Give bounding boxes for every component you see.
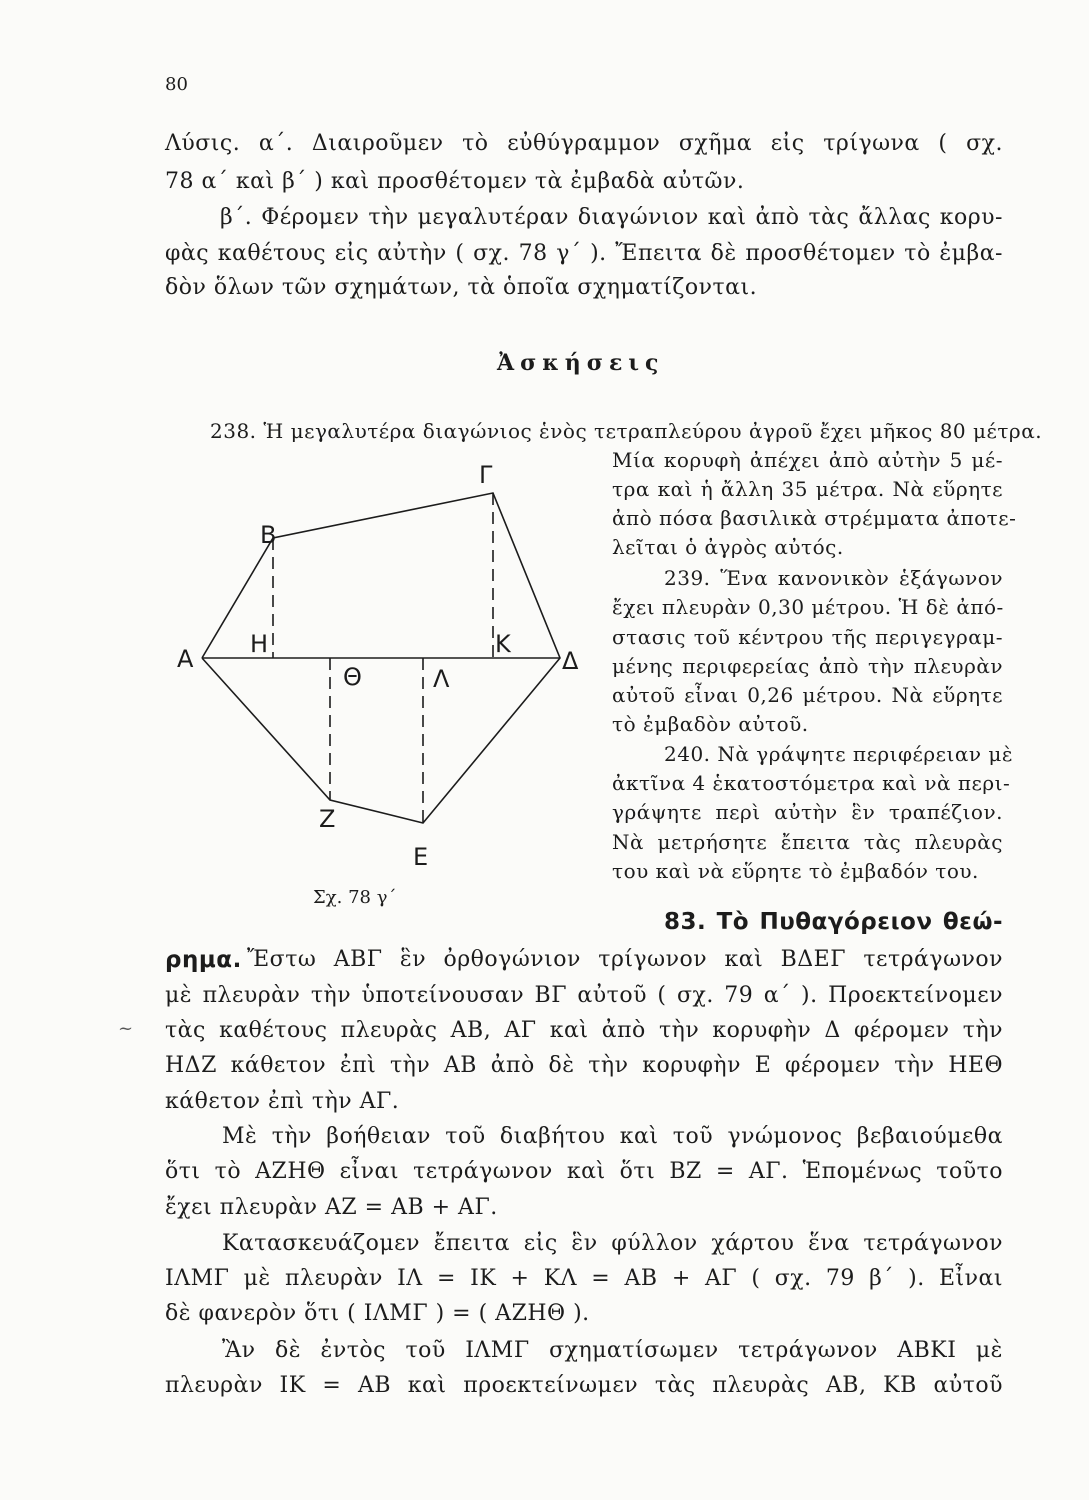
right-line-15: του καὶ νὰ εὕρητε τὸ ἐμβαδόν του. bbox=[612, 859, 979, 883]
right-line-10: τὸ ἐμβαδὸν αὐτοῦ. bbox=[612, 712, 809, 736]
exercise-238-first-line: 238. Ἡ μεγαλυτέρα διαγώνιος ἑνὸς τετραπλεύρου ἀγροῦ ἔχει μῆκος 80 μέτρα. bbox=[210, 419, 1043, 443]
s83-line-11: δὲ φανερὸν ὅτι ( ΙΛΜΓ ) = ( ΑΖΗΘ ). bbox=[165, 1301, 590, 1326]
s83-line-2: μὲ πλευρὰν τὴν ὑποτείνουσαν ΒΓ αὐτοῦ ( σχ. 79 α΄ ). Προεκτείνομεν bbox=[165, 983, 1003, 1008]
s83-line-4: ΗΔΖ κάθετον ἐπὶ τὴν ΑΒ ἀπὸ δὲ τὴν κορυφὴν Ε φέρομεν τὴν ΗΕΘ bbox=[165, 1053, 1003, 1078]
label-L: Λ bbox=[433, 665, 450, 693]
intro-line-4: φὰς καθέτους εἰς αὐτὴν ( σχ. 78 γ΄ ). Ἔπειτα δὲ προσθέτομεν τὸ ἐμβα- bbox=[165, 241, 1003, 266]
s83-line-5: κάθετον ἐπὶ τὴν ΑΓ. bbox=[165, 1089, 400, 1114]
right-line-3: ἀπὸ πόσα βασιλικὰ στρέμματα ἀποτε- bbox=[612, 506, 1017, 530]
label-K: Κ bbox=[495, 630, 511, 658]
label-TH: Θ bbox=[343, 663, 362, 691]
figure-78-gamma-svg bbox=[165, 455, 595, 915]
s83-line-3: τὰς καθέτους πλευρὰς ΑΒ, ΑΓ καὶ ἀπὸ τὴν κορυφὴν Δ φέρομεν τὴν bbox=[165, 1018, 1003, 1043]
section-83-title: 83. Τὸ Πυθαγόρειον θεώ- bbox=[664, 909, 1003, 935]
intro-line-5: δὸν ὅλων τῶν σχημάτων, τὰ ὁποῖα σχηματίζονται. bbox=[165, 275, 758, 300]
s83-line-13: πλευρὰν ΙΚ = ΑΒ καὶ προεκτείνωμεν τὰς πλευρὰς ΑΒ, ΚΒ αὐτοῦ bbox=[165, 1373, 1003, 1398]
right-line-9: αὐτοῦ εἶναι 0,26 μέτρου. Νὰ εὕρητε bbox=[612, 683, 1003, 707]
label-E: Ε bbox=[413, 843, 429, 871]
right-line-13: γράψητε περὶ αὐτὴν ἓν τραπέζιον. bbox=[612, 800, 1003, 824]
label-A: Α bbox=[177, 645, 194, 673]
s83-line-7: ὅτι τὸ ΑΖΗΘ εἶναι τετράγωνον καὶ ὅτι ΒΖ = ΑΓ. Ἑπομένως τοῦτο bbox=[165, 1159, 1003, 1184]
right-line-11: 240. Νὰ γράψητε περιφέρειαν μὲ bbox=[664, 742, 1014, 766]
stray-mark: ~ bbox=[118, 1018, 134, 1039]
right-line-1: Μία κορυφὴ ἀπέχει ἀπὸ αὐτὴν 5 μέ- bbox=[612, 448, 1003, 472]
section-83-title-cont: ρημα. bbox=[165, 947, 242, 973]
label-Z: Ζ bbox=[319, 805, 336, 833]
s83-line-6: Μὲ τὴν βοήθειαν τοῦ διαβήτου καὶ τοῦ γνώμονος βεβαιούμεθα bbox=[222, 1124, 1003, 1149]
page-number: 80 bbox=[165, 74, 188, 95]
s83-line-9: Κατασκευάζομεν ἔπειτα εἰς ἓν φύλλον χάρτου ἕνα τετράγωνον bbox=[222, 1231, 1003, 1256]
s83-line-8: ἔχει πλευρὰν ΑΖ = ΑΒ + ΑΓ. bbox=[165, 1195, 498, 1220]
intro-line-3: β΄. Φέρομεν τὴν μεγαλυτέραν διαγώνιον καὶ ἀπὸ τὰς ἄλλας κορυ- bbox=[220, 205, 1003, 230]
right-line-6: ἔχει πλευρὰν 0,30 μέτρου. Ἡ δὲ ἀπό- bbox=[612, 595, 1004, 619]
figure-78-gamma bbox=[165, 455, 595, 915]
right-line-14: Νὰ μετρήσητε ἔπειτα τὰς πλευρὰς bbox=[612, 830, 1003, 854]
label-B: Β bbox=[260, 521, 277, 549]
exercises-heading: Ἀσκήσεις bbox=[497, 350, 665, 376]
right-line-4: λεῖται ὁ ἀγρὸς αὐτός. bbox=[612, 535, 844, 559]
intro-line-2: 78 α΄ καὶ β΄ ) καὶ προσθέτομεν τὰ ἐμβαδὰ αὐτῶν. bbox=[165, 169, 745, 194]
label-D: Δ bbox=[562, 647, 579, 675]
right-line-12: ἀκτῖνα 4 ἑκατοστόμετρα καὶ νὰ περι- bbox=[612, 771, 1011, 795]
label-G: Γ bbox=[479, 461, 493, 489]
intro-line-1: Λύσις. α΄. Διαιροῦμεν τὸ εὐθύγραμμον σχῆμα εἰς τρίγωνα ( σχ. bbox=[165, 131, 1003, 156]
label-H: Η bbox=[250, 630, 269, 658]
right-line-5: 239. Ἕνα κανονικὸν ἑξάγωνον bbox=[664, 566, 1003, 590]
right-line-2: τρα καὶ ἡ ἄλλη 35 μέτρα. Νὰ εὕρητε bbox=[612, 477, 1003, 501]
right-line-8: μένης περιφερείας ἀπὸ τὴν πλευρὰν bbox=[612, 654, 1003, 678]
right-line-7: στασις τοῦ κέντρου τῆς περιγεγραμ- bbox=[612, 625, 1003, 649]
figure-caption: Σχ. 78 γ΄ bbox=[313, 887, 397, 908]
s83-line-10: ΙΛΜΓ μὲ πλευρὰν ΙΛ = ΙΚ + ΚΛ = ΑΒ + ΑΓ ( σχ. 79 β΄ ). Εἶναι bbox=[165, 1266, 1003, 1291]
s83-line-12: Ἂν δὲ ἐντὸς τοῦ ΙΛΜΓ σχηματίσωμεν τετράγωνον ΑΒΚΙ μὲ bbox=[222, 1338, 1003, 1363]
s83-line-1: Ἔστω ΑΒΓ ἓν ὀρθογώνιον τρίγωνον καὶ ΒΔΕΓ τετράγωνον bbox=[247, 947, 1003, 972]
